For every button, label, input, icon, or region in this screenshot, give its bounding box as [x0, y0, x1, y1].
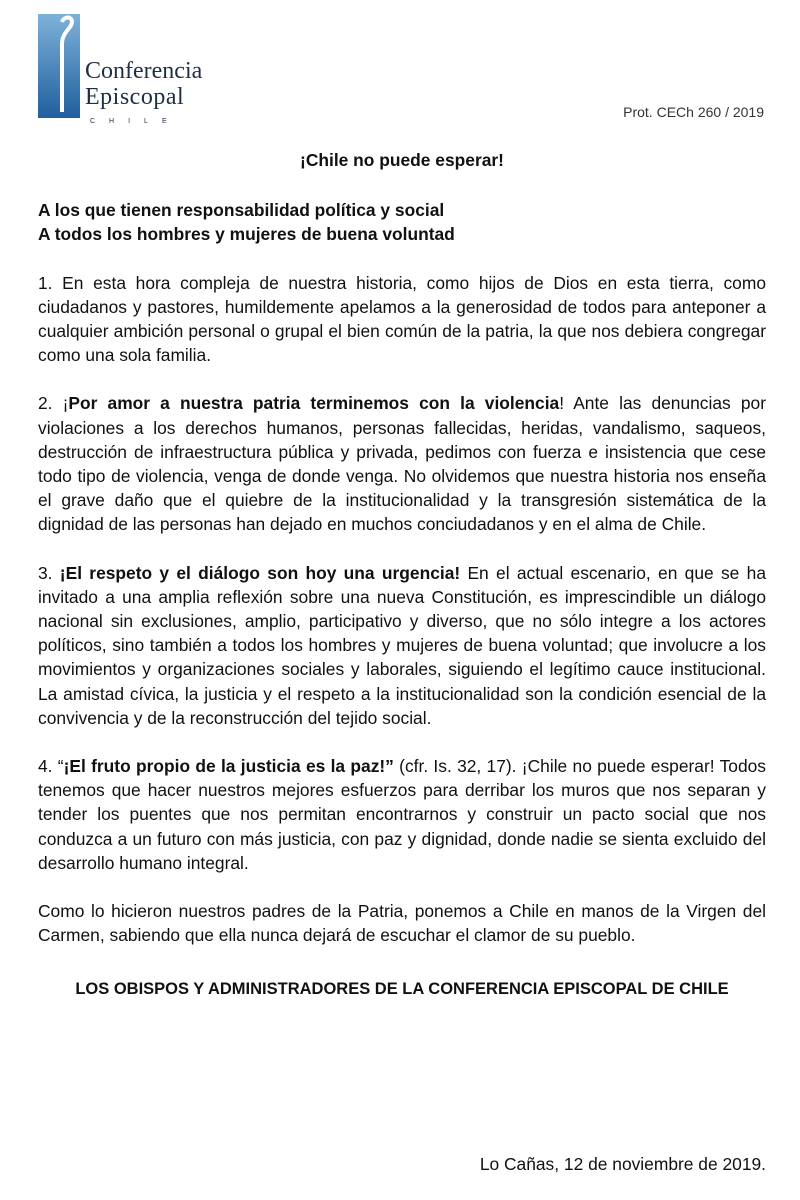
letter-title: ¡Chile no puede esperar! — [300, 150, 504, 170]
paragraph-2-heading: Por amor a nuestra patria terminemos con la violencia — [68, 393, 560, 414]
crozier-logo-icon — [38, 14, 80, 118]
paragraph-4-prefix: 4. “ — [38, 756, 64, 777]
paragraph-3 — [38, 561, 766, 730]
paragraph-1: 1. En esta hora compleja de nuestra historia, como hijos de Dios en esta tierra, como ciudadanos y pastores, humildemente apelamos a la generosidad de todos para anteponer a cualquier ambición personal o grupal el bien común de la patria, la que nos debiera congregar como una sola familia. — [38, 272, 766, 366]
signature: LOS OBISPOS Y ADMINISTRADORES DE LA CONFERENCIA EPISCOPAL DE CHILE — [75, 980, 729, 999]
paragraph-4 — [38, 754, 766, 875]
paragraph-4-heading: ¡El fruto propio de la justicia es la paz!” — [63, 756, 394, 777]
logo-line-3: CHILE — [90, 118, 181, 125]
letter-date: Lo Cañas, 12 de noviembre de 2019. — [479, 1154, 766, 1174]
paragraph-3-heading: ¡El respeto y el diálogo son hoy una urgencia! — [59, 562, 461, 583]
logo-wordmark — [85, 58, 202, 110]
paragraph-4-text: (cfr. Is. 32, 17). ¡Chile no puede esperar! Todos tenemos que hacer nuestros mejores esfuerzos para derribar los muros que nos separan y tender los puentes que nos permitan encontrarnos y construir un pacto social que nos conduzca a un futuro con más justicia, con paz y dignidad, donde nadie se sienta excluido del desarrollo humano integral. — [38, 756, 766, 873]
closing-paragraph: Como lo hicieron nuestros padres de la Patria, ponemos a Chile en manos de la Virgen del Carmen, sabiendo que ella nunca dejará de escuchar el clamor de su pueblo. — [38, 901, 766, 946]
letter-body — [38, 148, 766, 1002]
paragraph-2 — [38, 391, 766, 536]
logo-line-1: Conferencia — [85, 58, 203, 84]
logo-line-2: Episcopal — [85, 84, 185, 110]
letter-addressees — [38, 198, 766, 246]
protocol-number: Prot. CECh 260 / 2019 — [623, 104, 764, 120]
conference-logo — [38, 14, 203, 125]
paragraph-2-text: ! Ante las denuncias por violaciones a los derechos humanos, personas fallecidas, heridas, vandalismo, saqueos, destrucción de infraestructura pública y privada, pedimos con fuerza e insistencia que cese todo tipo de violencia, venga de donde venga. No olvidemos que nuestra historia nos enseña el grave daño que el quiebre de la institucionalidad y la transgresión sistemática de la dignidad de las personas han dejado en muchos conciudadanos y en el alma de Chile. — [38, 393, 766, 535]
paragraph-3-prefix: 3. — [38, 562, 60, 583]
addressee-line-1: A los que tienen responsabilidad política y social — [38, 200, 445, 221]
paragraph-2-prefix: 2. ¡ — [38, 393, 69, 414]
addressee-line-2: A todos los hombres y mujeres de buena voluntad — [38, 224, 455, 245]
paragraph-3-text: En el actual escenario, en que se ha invitado a una amplia reflexión sobre una nueva Constitución, es imprescindible un diálogo nacional sin exclusiones, amplio, participativo y diverso, que no sólo integre a los actores políticos, sino también a todos los hombres y mujeres de buena voluntad; que involucre a los movimientos y organizaciones sociales y laborales, siguiendo el legítimo cauce institucional. La amistad cívica, la justicia y el respeto a la institucionalidad son la condición esencial de la convivencia y de la reconstrucción del tejido social. — [38, 562, 766, 728]
